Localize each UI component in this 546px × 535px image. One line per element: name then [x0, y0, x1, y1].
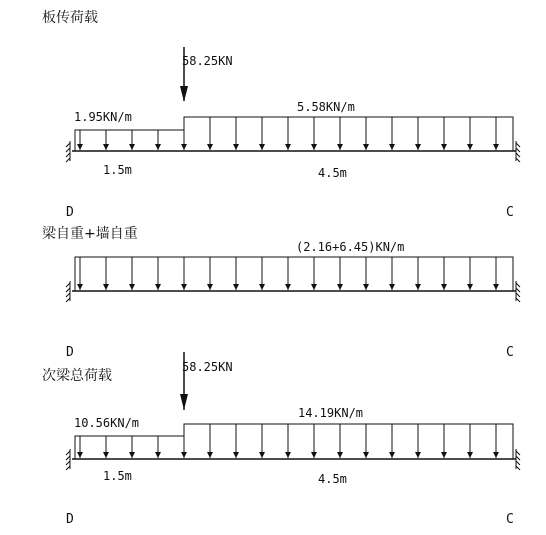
uniform-load-label: (2.16+6.45)KN/m — [296, 240, 405, 254]
load-arrowhead — [389, 452, 395, 458]
load-arrowhead — [233, 452, 239, 458]
load-arrowhead — [285, 284, 291, 290]
load-arrowhead — [311, 452, 317, 458]
load-arrowhead — [415, 144, 421, 150]
right-load-label: 5.58KN/m — [297, 100, 355, 114]
load-arrowhead — [77, 144, 83, 150]
load-arrowhead — [493, 452, 499, 458]
load-arrowhead — [259, 452, 265, 458]
load-arrowhead — [337, 452, 343, 458]
diagram-title: 次梁总荷载 — [42, 368, 112, 384]
load-arrowhead — [493, 144, 499, 150]
load-arrowhead — [77, 452, 83, 458]
load-arrowhead — [415, 284, 421, 290]
diagram-board-load — [42, 9, 520, 220]
load-arrowhead — [467, 144, 473, 150]
left-support — [66, 281, 70, 302]
left-span-label: 1.5m — [103, 469, 132, 483]
load-arrows — [77, 257, 499, 290]
left-span-label: 1.5m — [103, 163, 132, 177]
end-label-d: D — [66, 205, 74, 220]
load-arrowhead — [493, 284, 499, 290]
load-arrowhead — [181, 452, 187, 458]
left-support — [66, 141, 70, 162]
load-arrowhead — [363, 144, 369, 150]
left-load-label: 10.56KN/m — [74, 416, 140, 430]
end-label-c: C — [506, 512, 514, 527]
load-arrowhead — [467, 452, 473, 458]
load-arrowhead — [363, 452, 369, 458]
load-arrowhead — [285, 144, 291, 150]
load-arrowhead — [233, 144, 239, 150]
left-load-label: 1.95KN/m — [74, 110, 132, 124]
right-load-label: 14.19KN/m — [298, 406, 364, 420]
distributed-load-outline — [75, 424, 513, 459]
load-arrowhead — [181, 144, 187, 150]
end-label-d: D — [66, 345, 74, 360]
load-arrowhead — [181, 284, 187, 290]
point-load-label: 58.25KN — [182, 360, 233, 374]
load-arrowhead — [415, 452, 421, 458]
right-span-label: 4.5m — [318, 472, 347, 486]
load-arrowhead — [337, 284, 343, 290]
point-load-arrowhead — [180, 86, 188, 102]
right-support — [516, 281, 520, 302]
load-arrowhead — [311, 144, 317, 150]
load-arrowhead — [129, 144, 135, 150]
end-label-c: C — [506, 345, 514, 360]
load-arrowhead — [207, 452, 213, 458]
load-arrowhead — [363, 284, 369, 290]
right-span-label: 4.5m — [318, 166, 347, 180]
load-arrowhead — [103, 144, 109, 150]
load-arrowhead — [259, 144, 265, 150]
load-arrowhead — [233, 284, 239, 290]
load-arrowhead — [311, 284, 317, 290]
load-arrowhead — [441, 452, 447, 458]
load-arrowhead — [77, 284, 83, 290]
load-arrowhead — [129, 284, 135, 290]
diagram-title: 板传荷载 — [42, 10, 98, 26]
right-support — [516, 141, 520, 162]
distributed-load-outline — [75, 257, 513, 291]
load-arrows — [77, 117, 499, 150]
end-label-d: D — [66, 512, 74, 527]
load-arrowhead — [103, 284, 109, 290]
end-label-c: C — [506, 205, 514, 220]
load-arrowhead — [155, 144, 161, 150]
load-arrowhead — [155, 452, 161, 458]
load-arrowhead — [337, 144, 343, 150]
point-load-label: 58.25KN — [182, 54, 233, 68]
load-arrowhead — [441, 284, 447, 290]
load-arrowhead — [285, 452, 291, 458]
load-arrowhead — [389, 284, 395, 290]
load-arrowhead — [103, 452, 109, 458]
load-arrowhead — [207, 284, 213, 290]
load-arrowhead — [129, 452, 135, 458]
left-support — [66, 449, 70, 470]
point-load-arrowhead — [180, 394, 188, 410]
right-support — [516, 449, 520, 470]
load-arrowhead — [389, 144, 395, 150]
diagram-self-weight — [42, 225, 520, 360]
load-arrowhead — [155, 284, 161, 290]
load-arrowhead — [441, 144, 447, 150]
load-arrowhead — [259, 284, 265, 290]
diagram-title: 梁自重+墙自重 — [42, 226, 138, 242]
distributed-load-outline — [75, 117, 513, 151]
load-arrows — [77, 424, 499, 458]
load-arrowhead — [467, 284, 473, 290]
load-arrowhead — [207, 144, 213, 150]
diagram-total-load — [42, 352, 520, 527]
